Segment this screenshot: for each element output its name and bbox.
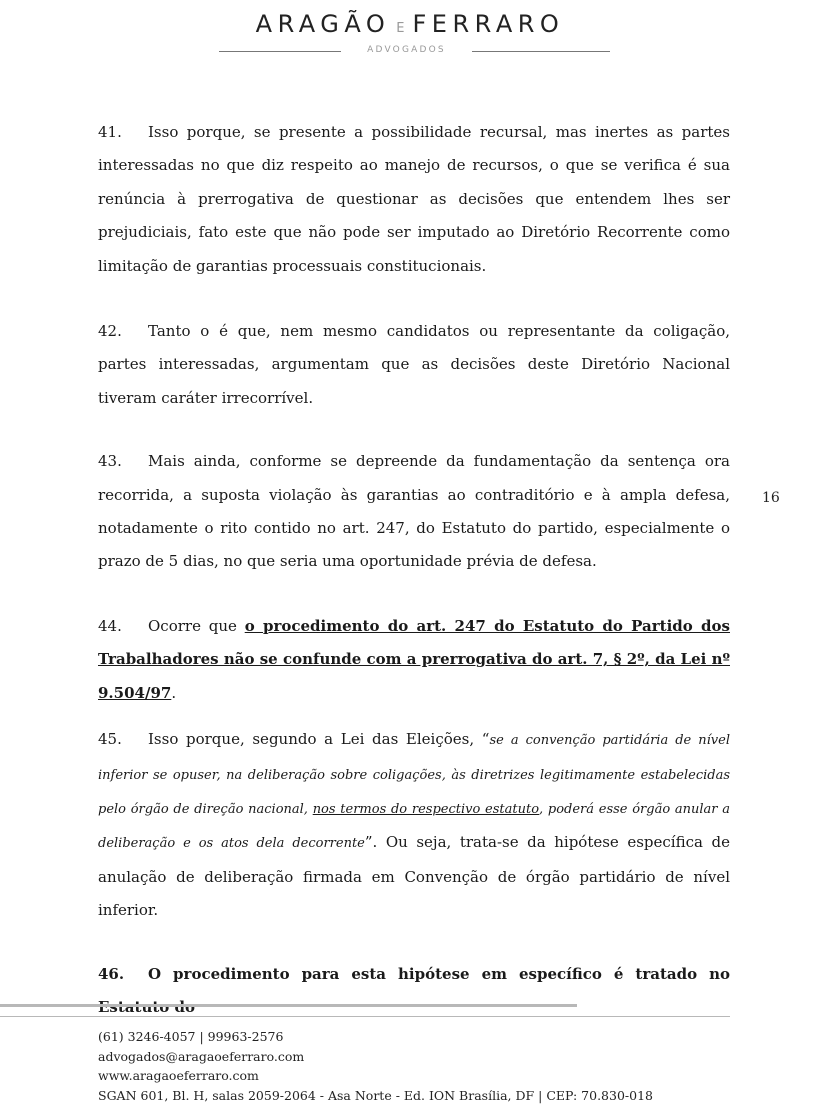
paragraph-number: 46. [98,964,125,983]
paragraph-text-lead: Isso porque, segundo a Lei das Eleições, “ [148,730,490,749]
paragraph-text-lead: Ocorre que [148,616,245,635]
footer-rule-thick [0,1004,577,1007]
firm-name-left: ARAGÃO [255,10,391,38]
paragraph-45 [98,723,730,927]
paragraph-43 [98,445,730,579]
footer-phone: (61) 3246-4057 | 99963-2576 [98,1029,284,1044]
paragraph-text-tail: ”. Ou seja, trata-se da hipótese específica de anulação de deliberação firmada em Convenção de órgão partidário de nível inferior. [98,833,730,920]
paragraph-44 [98,610,730,710]
paragraph-42 [98,315,730,415]
footer-email: advogados@aragaoeferraro.com [98,1048,305,1064]
paragraph-number: 42. [98,322,122,341]
paragraph-46 [98,958,730,1025]
quote-underlined: nos termos do respectivo estatuto [312,801,540,817]
letterhead [0,0,820,70]
logo-rule-left [219,51,341,52]
firm-subtitle: ADVOGADOS [367,45,446,55]
quote-part-2: , poderá esse órgão anular a deliberação e os atos dela decorrente [98,801,731,852]
document-body [98,116,730,1024]
paragraph-text-bold: O procedimento para esta hipótese em específico é tratado no [148,964,730,983]
footer-contact [98,1027,653,1105]
paragraph-text: Isso porque, se presente a possibilidade recursal, mas inertes as partes interessadas no que diz respeito ao manejo de recursos, o que se verifica é sua renúncia à prerrogativa de questionar as decisões que entendem lhes ser prejudiciais, fato este que não pode ser imputado ao Diretório Recorrente como limitação de garantias processuais constitucionais. [98,123,730,275]
firm-logo [200,10,620,38]
paragraph-text: Tanto o é que, nem mesmo candidatos ou representante da coligação, partes interessadas, argumentam que as decisões deste Diretório Nacional tiveram caráter irrecorrível. [98,322,730,407]
paragraph-text: Mais ainda, conforme se depreende da fundamentação da sentença ora recorrida, a suposta violação às garantias ao contraditório e à ampla defesa, notadamente o rito contido no art. 247, do Estatuto do partido, especialmente o prazo de 5 dias, no que seria uma oportunidade prévia de defesa. [98,452,730,571]
firm-name-right: FERRARO [412,10,565,38]
footer-rule-thin [0,1016,730,1017]
paragraph-text-tail: . [171,683,177,702]
paragraph-emphasis: o procedimento do art. 247 do Estatuto do Partido dos Trabalhadores não se confunde com a prerrogativa do art. 7, § 2º, da Lei nº 9.504/97 [98,616,730,702]
paragraph-41 [98,116,730,283]
paragraph-number: 44. [98,616,122,635]
quote-part-1: se a convenção partidária de nível inferior se opuser, na deliberação sobre coligações, às diretrizes legitimamente estabelecidas pelo órgão de direção nacional, [98,733,730,817]
paragraph-number: 45. [98,730,122,749]
footer-website: www.aragaoeferraro.com [98,1068,259,1084]
logo-rule-right [472,51,610,52]
footer-address: SGAN 601, Bl. H, salas 2059-2064 - Asa Norte - Ed. ION Brasília, DF | CEP: 70.830-018 [98,1087,653,1103]
firm-name-connector: E [396,21,407,36]
paragraph-number: 41. [98,123,122,141]
paragraph-number: 43. [98,452,122,471]
page-number: 16 [762,490,780,506]
